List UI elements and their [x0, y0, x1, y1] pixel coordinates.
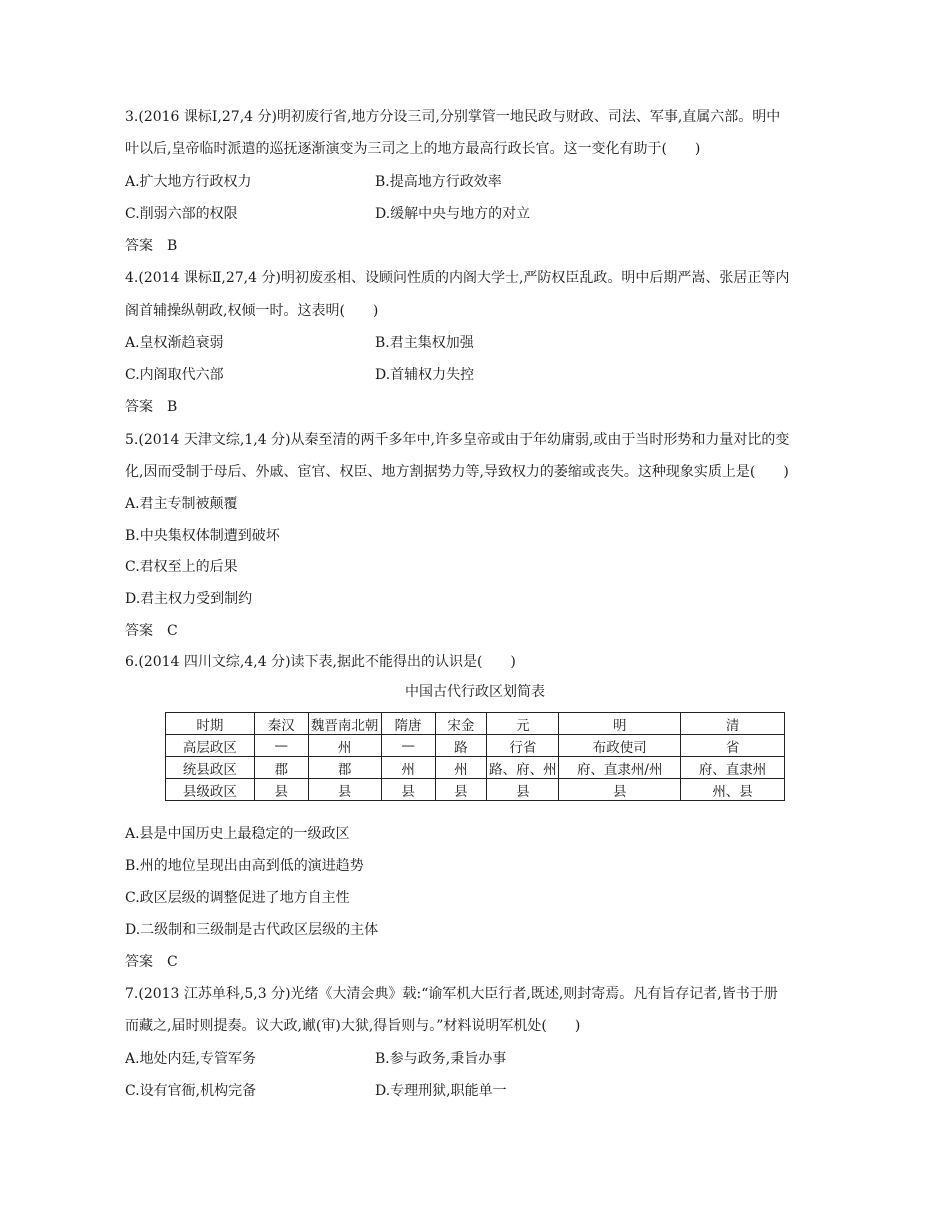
q6-option-c: C.政区层级的调整促进了地方自主性: [125, 890, 350, 906]
table-cell: 县: [559, 779, 681, 801]
table-row: [166, 735, 785, 757]
q5-stem-line1: 5.(2014 天津文综,1,4 分)从秦至清的两千多年中,许多皇帝或由于年幼庸弱,或由于当时形势和力量对比的变: [125, 432, 790, 448]
q5-option-d: D.君主权力受到制约: [125, 591, 253, 607]
table-cell: 统县政区: [166, 757, 255, 779]
table-cell: 郡: [308, 757, 381, 779]
table-cell: 行省: [487, 735, 559, 757]
q4-option-a: A.皇权渐趋衰弱: [125, 335, 224, 351]
q4-answer: 答案 B: [125, 399, 178, 415]
table-header-cell: 宋金: [435, 713, 487, 735]
table-cell: 府、直隶州/州: [559, 757, 681, 779]
q6-option-d: D.二级制和三级制是古代政区层级的主体: [125, 922, 379, 938]
q4-option-c: C.内阁取代六部: [125, 367, 224, 383]
q5-stem-line2: 化,因而受制于母后、外戚、宦官、权臣、地方割据势力等,导致权力的萎缩或丧失。这种现象实质上是( ): [125, 464, 789, 480]
q5-option-b: B.中央集权体制遭到破坏: [125, 528, 280, 544]
q4-option-b: B.君主集权加强: [375, 335, 474, 351]
table-cell: 县: [381, 779, 435, 801]
table-cell: 州: [435, 757, 487, 779]
q3-stem-line2: 叶以后,皇帝临时派遣的巡抚逐渐演变为三司之上的地方最高行政长官。这一变化有助于( ): [125, 141, 701, 157]
q7-option-b: B.参与政务,秉旨办事: [375, 1051, 507, 1067]
q4-option-d: D.首辅权力失控: [375, 367, 475, 383]
table-header-cell: 秦汉: [254, 713, 308, 735]
q3-option-a: A.扩大地方行政权力: [125, 174, 252, 190]
table-cell: 路: [435, 735, 487, 757]
table-header-cell: 魏晋南北朝: [308, 713, 381, 735]
table-header-cell: 隋唐: [381, 713, 435, 735]
table-cell: 州: [308, 735, 381, 757]
table-cell: 县: [254, 779, 308, 801]
q5-option-c: C.君权至上的后果: [125, 559, 238, 575]
q3-option-d: D.缓解中央与地方的对立: [375, 206, 531, 222]
q6-option-b: B.州的地位呈现出由高到低的演进趋势: [125, 858, 364, 874]
q4-stem-line1: 4.(2014 课标Ⅱ,27,4 分)明初废丞相、设顾问性质的内阁大学士,严防权臣乱政。明中后期严嵩、张居正等内: [125, 270, 790, 286]
q7-stem-line1: 7.(2013 江苏单科,5,3 分)光绪《大清会典》载:“谕军机大臣行者,既述,则封寄焉。凡有旨存记者,皆书于册: [125, 986, 778, 1002]
table-header-cell: 元: [487, 713, 559, 735]
table-cell: 县: [435, 779, 487, 801]
table-header-row: [166, 713, 785, 735]
table-cell: 路、府、州: [487, 757, 559, 779]
table-cell: 州: [381, 757, 435, 779]
q7-option-a: A.地处内廷,专管军务: [125, 1051, 257, 1067]
q5-answer: 答案 C: [125, 623, 178, 639]
q3-option-b: B.提高地方行政效率: [375, 174, 502, 190]
table-cell: —: [254, 735, 308, 757]
table-cell: 郡: [254, 757, 308, 779]
table-cell: 高层政区: [166, 735, 255, 757]
q7-stem-line2: 而藏之,届时则提奏。议大政,谳(审)大狱,得旨则与。”材料说明军机处( ): [125, 1018, 581, 1034]
q6-table-title: 中国古代行政区划简表: [405, 684, 545, 700]
table-cell: 省: [681, 735, 785, 757]
q6-stem: 6.(2014 四川文综,4,4 分)读下表,据此不能得出的认识是( ): [125, 654, 516, 670]
table-cell: 布政使司: [559, 735, 681, 757]
table-row: [166, 757, 785, 779]
q4-stem-line2: 阁首辅操纵朝政,权倾一时。这表明( ): [125, 303, 379, 319]
q6-answer: 答案 C: [125, 954, 178, 970]
table-header-cell: 清: [681, 713, 785, 735]
table-cell: —: [381, 735, 435, 757]
table-header-cell: 明: [559, 713, 681, 735]
table-cell: 州、县: [681, 779, 785, 801]
q6-option-a: A.县是中国历史上最稳定的一级政区: [125, 826, 350, 842]
table-row: [166, 779, 785, 801]
table-cell: 县: [487, 779, 559, 801]
q5-option-a: A.君主专制被颠覆: [125, 496, 238, 512]
q7-option-d: D.专理刑狱,职能单一: [375, 1083, 507, 1099]
table-cell: 县级政区: [166, 779, 255, 801]
table-header-cell: 时期: [166, 713, 255, 735]
q7-option-c: C.设有官衙,机构完备: [125, 1083, 257, 1099]
table-cell: 县: [308, 779, 381, 801]
table-cell: 府、直隶州: [681, 757, 785, 779]
q3-answer: 答案 B: [125, 238, 178, 254]
q3-stem-line1: 3.(2016 课标Ⅰ,27,4 分)明初废行省,地方分设三司,分别掌管一地民政与财政、司法、军事,直属六部。明中: [125, 109, 781, 125]
q3-option-c: C.削弱六部的权限: [125, 206, 238, 222]
q6-admin-division-table: [165, 712, 785, 801]
